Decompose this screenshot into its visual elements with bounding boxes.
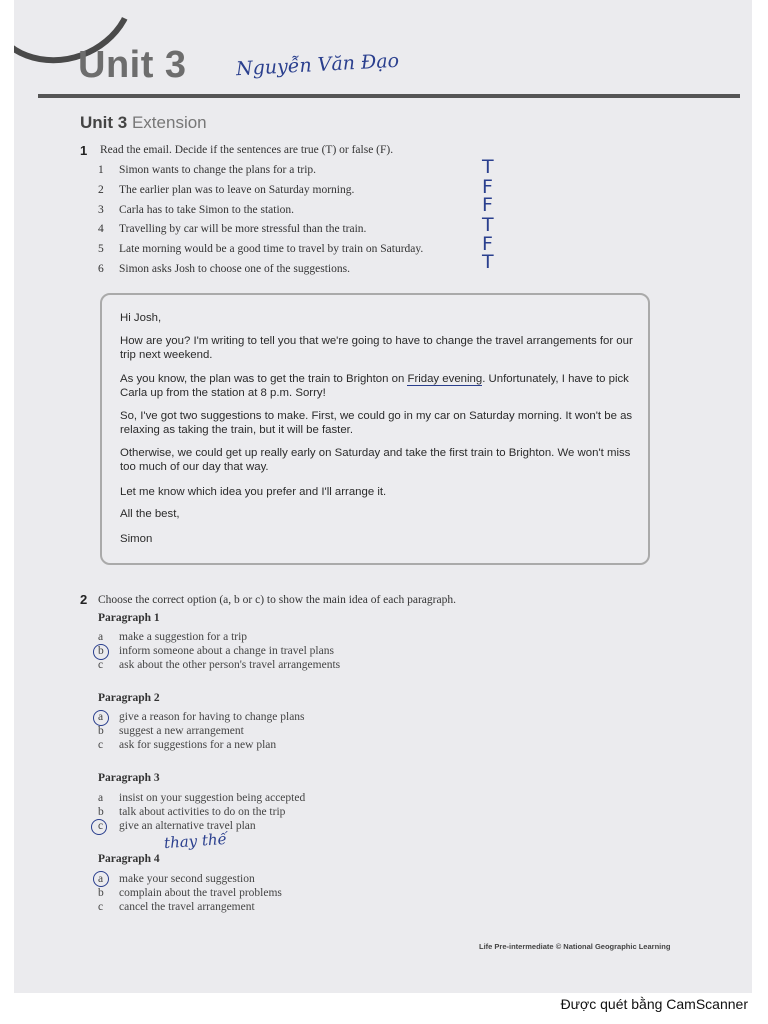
paragraph-heading: Paragraph 4	[98, 853, 160, 865]
answer-circle	[93, 710, 109, 726]
option-item: c ask for suggestions for a new plan	[98, 739, 277, 751]
email-paragraph-4: Otherwise, we could get up really early on Saturday and take the first train to Brighton. We won't miss too much of our day that way.	[120, 447, 631, 473]
answer-circle	[93, 871, 109, 887]
extension-heading	[80, 113, 207, 133]
underlined-phrase: Friday evening	[407, 373, 483, 385]
paragraph-heading: Paragraph 1	[98, 612, 160, 624]
email-paragraph-1: How are you? I'm writing to tell you that we're going to have to change the travel arrangements for our trip next weekend.	[120, 335, 633, 361]
email-closing: All the best,	[120, 508, 180, 520]
exercise2-number: 2	[80, 592, 88, 607]
paragraph-heading: Paragraph 3	[98, 772, 160, 784]
scanned-worksheet	[14, 0, 752, 993]
tf-item: 3 Carla has to take Simon to the station.	[98, 204, 295, 216]
handwritten-answer: T	[482, 214, 494, 236]
exercise1-number: 1	[80, 143, 88, 158]
tf-item: 5 Late morning would be a good time to travel by train on Saturday.	[98, 243, 424, 255]
option-item: b talk about activities to do on the trip	[98, 806, 286, 818]
tf-item: 6 Simon asks Josh to choose one of the suggestions.	[98, 263, 350, 275]
option-item: b complain about the travel problems	[98, 887, 282, 899]
option-item: b inform someone about a change in travel plans	[98, 645, 334, 657]
header-divider	[38, 94, 740, 98]
answer-circle	[93, 644, 109, 660]
option-item: a make your second suggestion	[98, 873, 255, 885]
option-item: b suggest a new arrangement	[98, 725, 244, 737]
publisher-footer: Life Pre-intermediate © National Geographic Learning	[479, 942, 671, 951]
handwritten-answer: F	[482, 233, 493, 255]
tf-item: 1 Simon wants to change the plans for a trip.	[98, 164, 317, 176]
tf-item: 2 The earlier plan was to leave on Saturday morning.	[98, 184, 355, 196]
email-greeting: Hi Josh,	[120, 312, 162, 324]
extension-label: Extension	[131, 113, 207, 132]
email-paragraph-2: As you know, the plan was to get the train to Brighton on Friday evening. Unfortunately, I have to pick Carla up from the station at 8 p.m. Sorry!	[120, 373, 629, 399]
email-paragraph-3: So, I've got two suggestions to make. First, we could go in my car on Saturday morning. It won't be as relaxing as taking the train, but it will be faster.	[120, 410, 633, 436]
email-signature: Simon	[120, 533, 153, 545]
handwritten-answer: F	[482, 194, 493, 216]
option-item: c cancel the travel arrangement	[98, 901, 255, 913]
option-item: a give a reason for having to change plans	[98, 711, 305, 723]
handwritten-answer: T	[482, 156, 494, 178]
option-item: a make a suggestion for a trip	[98, 631, 248, 643]
extension-unit: Unit 3	[80, 113, 128, 132]
paragraph-heading: Paragraph 2	[98, 692, 160, 704]
option-item: c ask about the other person's travel arrangements	[98, 659, 341, 671]
exercise1-instruction: Read the email. Decide if the sentences are true (T) or false (F).	[100, 144, 394, 156]
option-item: a insist on your suggestion being accepted	[98, 792, 306, 804]
answer-circle	[91, 819, 107, 835]
handwritten-answer: F	[482, 176, 493, 198]
handwritten-answer: T	[482, 251, 494, 273]
email-paragraph-5: Let me know which idea you prefer and I'll arrange it.	[120, 486, 387, 498]
tf-item: 4 Travelling by car will be more stressful than the train.	[98, 223, 367, 235]
handwritten-student-name: Nguyễn Văn Đạo	[235, 49, 400, 81]
email-box	[100, 293, 650, 565]
scanner-watermark: Được quét bằng CamScanner	[560, 996, 748, 1012]
unit-title: Unit 3	[78, 44, 187, 86]
option-item: c give an alternative travel plan	[98, 820, 256, 832]
exercise2-instruction: Choose the correct option (a, b or c) to show the main idea of each paragraph.	[98, 594, 456, 606]
handwritten-note: thay thế	[163, 829, 228, 853]
